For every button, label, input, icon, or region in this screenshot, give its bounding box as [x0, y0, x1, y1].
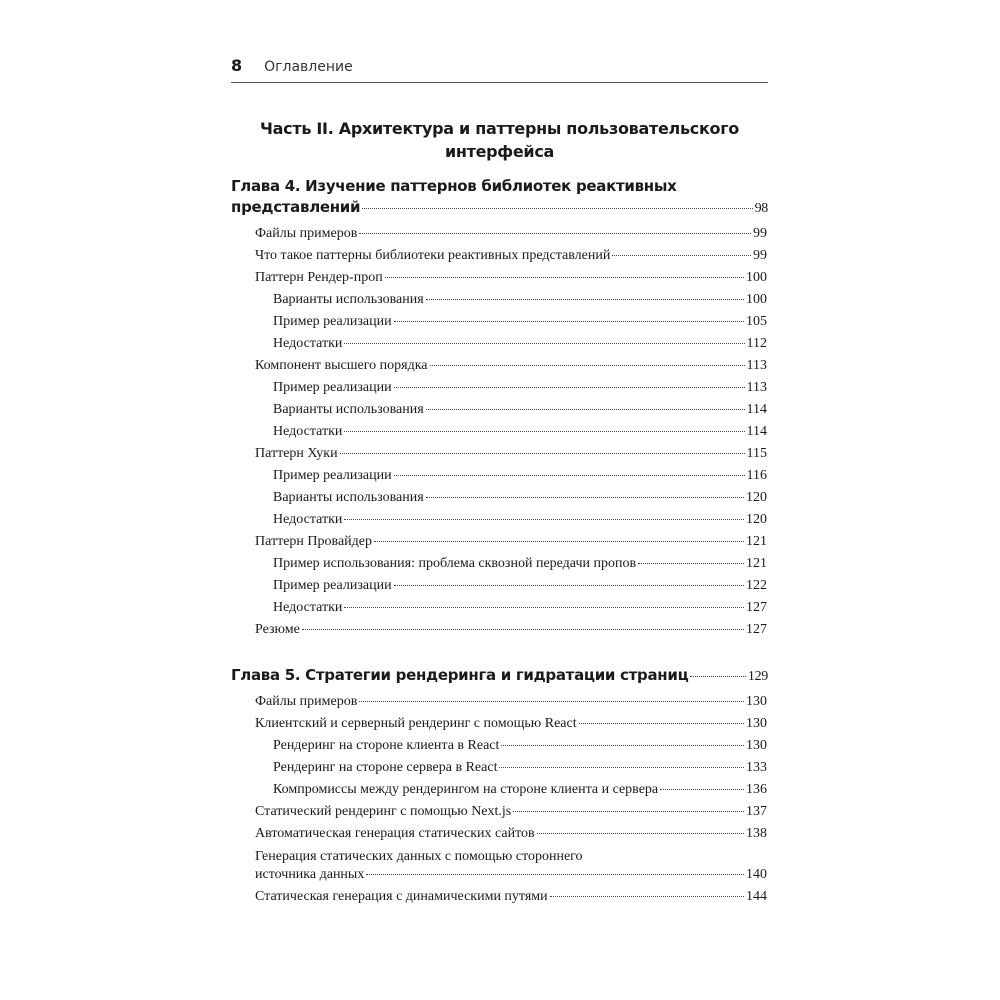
- toc-entry-title: Файлы примеров: [255, 226, 358, 241]
- running-head: [231, 56, 768, 83]
- toc-subentry: [273, 333, 767, 355]
- toc-entry-page: 112: [746, 336, 767, 351]
- part-title-line-2: интерфейса: [444, 142, 555, 161]
- toc-entry-title: Недостатки: [273, 600, 343, 615]
- toc-subentry: [273, 597, 767, 619]
- chapter-5-title: Глава 5. Стратегии рендеринга и гидратации страниц: [231, 666, 689, 684]
- toc-entry: [255, 355, 767, 377]
- toc-entry-title: Паттерн Рендер-проп: [255, 270, 383, 285]
- toc-subentry: [273, 487, 767, 509]
- toc-entry: [255, 886, 767, 908]
- toc-entry-title: Компонент высшего порядка: [255, 358, 428, 373]
- toc-entry-title: Варианты использования: [273, 292, 424, 307]
- toc-entry: [255, 443, 767, 465]
- toc-entry: [255, 713, 767, 735]
- toc-entry-title: Варианты использования: [273, 490, 424, 505]
- toc-subentry: [273, 421, 767, 443]
- toc-subentry: [273, 509, 767, 531]
- part-title-line-1: Часть II. Архитектура и паттерны пользовательского: [260, 119, 739, 138]
- toc-entry-title: Пример реализации: [273, 314, 392, 329]
- toc-entry-title: Что такое паттерны библиотеки реактивных представлений: [255, 248, 611, 263]
- chapter-5-page: 129: [747, 669, 768, 684]
- toc-entry-page: 114: [746, 402, 767, 417]
- toc-entry-page: 113: [746, 380, 767, 395]
- toc-entry-page: 138: [746, 826, 767, 841]
- toc-subentry: [273, 377, 767, 399]
- part-title: [231, 117, 768, 163]
- toc-entry: [255, 245, 767, 267]
- toc-entry-title: Недостатки: [273, 512, 343, 527]
- toc-subentry: [273, 735, 767, 757]
- toc-entry: [255, 864, 767, 886]
- toc-entry-page: 105: [746, 314, 767, 329]
- toc-entry-page: 140: [746, 867, 767, 882]
- toc-entry: [255, 619, 767, 641]
- toc-entry-title: Клиентский и серверный рендеринг с помощью React: [255, 716, 577, 731]
- toc-subentry: [273, 465, 767, 487]
- toc-entry-title: Статический рендеринг с помощью Next.js: [255, 804, 512, 819]
- toc-entry-page: 130: [746, 694, 767, 709]
- toc-entry-page: 116: [746, 468, 767, 483]
- toc-entry-page: 113: [746, 358, 767, 373]
- toc-entry-title: Рендеринг на стороне клиента в React: [273, 738, 500, 753]
- toc-subentry: [273, 311, 767, 333]
- toc-entry-title: источника данных: [255, 867, 365, 882]
- toc-entry-title: Пример реализации: [273, 468, 392, 483]
- toc-entry-page: 122: [746, 578, 767, 593]
- toc-entry-page: 136: [746, 782, 767, 797]
- toc-entry-page: 133: [746, 760, 767, 775]
- toc-entry-title: Файлы примеров: [255, 694, 358, 709]
- toc-entry-page: 127: [746, 600, 767, 615]
- toc-entry-title-line-1: Генерация статических данных с помощью стороннего: [255, 849, 583, 864]
- toc-subentry: [273, 553, 767, 575]
- toc-entry-title: Пример реализации: [273, 578, 392, 593]
- toc-entry-title: Компромиссы между рендерингом на стороне клиента и сервера: [273, 782, 659, 797]
- toc-entry: [255, 531, 767, 553]
- toc-entry-title: Недостатки: [273, 336, 343, 351]
- toc-entry-title: Паттерн Провайдер: [255, 534, 372, 549]
- toc-entry-title: Пример реализации: [273, 380, 392, 395]
- toc-entry-page: 121: [746, 556, 767, 571]
- toc-subentry: [273, 575, 767, 597]
- toc-entry-page: 121: [746, 534, 767, 549]
- running-title: Оглавление: [264, 59, 353, 75]
- toc-entry: [255, 267, 767, 289]
- toc-entry-page: 127: [746, 622, 767, 637]
- toc-subentry: [273, 399, 767, 421]
- toc-entry-title: Пример использования: проблема сквозной передачи пропов: [273, 556, 637, 571]
- toc-entry-page: 130: [746, 716, 767, 731]
- toc-entry-page: 120: [746, 490, 767, 505]
- toc-entry-title: Паттерн Хуки: [255, 446, 338, 461]
- toc-entry-page: 144: [746, 889, 767, 904]
- toc-subentry: [273, 757, 767, 779]
- toc-entry: [255, 223, 767, 245]
- toc-entry: [255, 691, 767, 713]
- toc-entry-page: 100: [746, 270, 767, 285]
- chapter-5-heading: [231, 664, 768, 686]
- toc-entry-page: 114: [746, 424, 767, 439]
- toc-entry-title: Варианты использования: [273, 402, 424, 417]
- toc-entry: [255, 801, 767, 823]
- toc-entry-title: Автоматическая генерация статических сайтов: [255, 826, 535, 841]
- toc-entry-page: 99: [753, 226, 767, 241]
- toc-entry-title: Резюме: [255, 622, 300, 637]
- chapter-4-title-line-1: Глава 4. Изучение паттернов библиотек реактивных: [231, 177, 677, 195]
- toc-entry-page: 100: [746, 292, 767, 307]
- toc-subentry: [273, 779, 767, 801]
- toc-entry-title: Статическая генерация с динамическими путями: [255, 889, 548, 904]
- toc-subentry: [273, 289, 767, 311]
- chapter-4-heading: [231, 176, 768, 197]
- chapter-4-title-line-2: представлений 98: [231, 196, 768, 218]
- toc-entry-page: 99: [753, 248, 767, 263]
- toc-entry-page: 120: [746, 512, 767, 527]
- toc-entry-title: Недостатки: [273, 424, 343, 439]
- toc-entry-page: 130: [746, 738, 767, 753]
- page-number: 8: [231, 56, 243, 75]
- toc-entry-page: 115: [746, 446, 767, 461]
- toc-entry-page: 137: [746, 804, 767, 819]
- chapter-4-page: 98: [754, 201, 768, 216]
- toc-entry-title: Рендеринг на стороне сервера в React: [273, 760, 498, 775]
- toc-entry: [255, 823, 767, 845]
